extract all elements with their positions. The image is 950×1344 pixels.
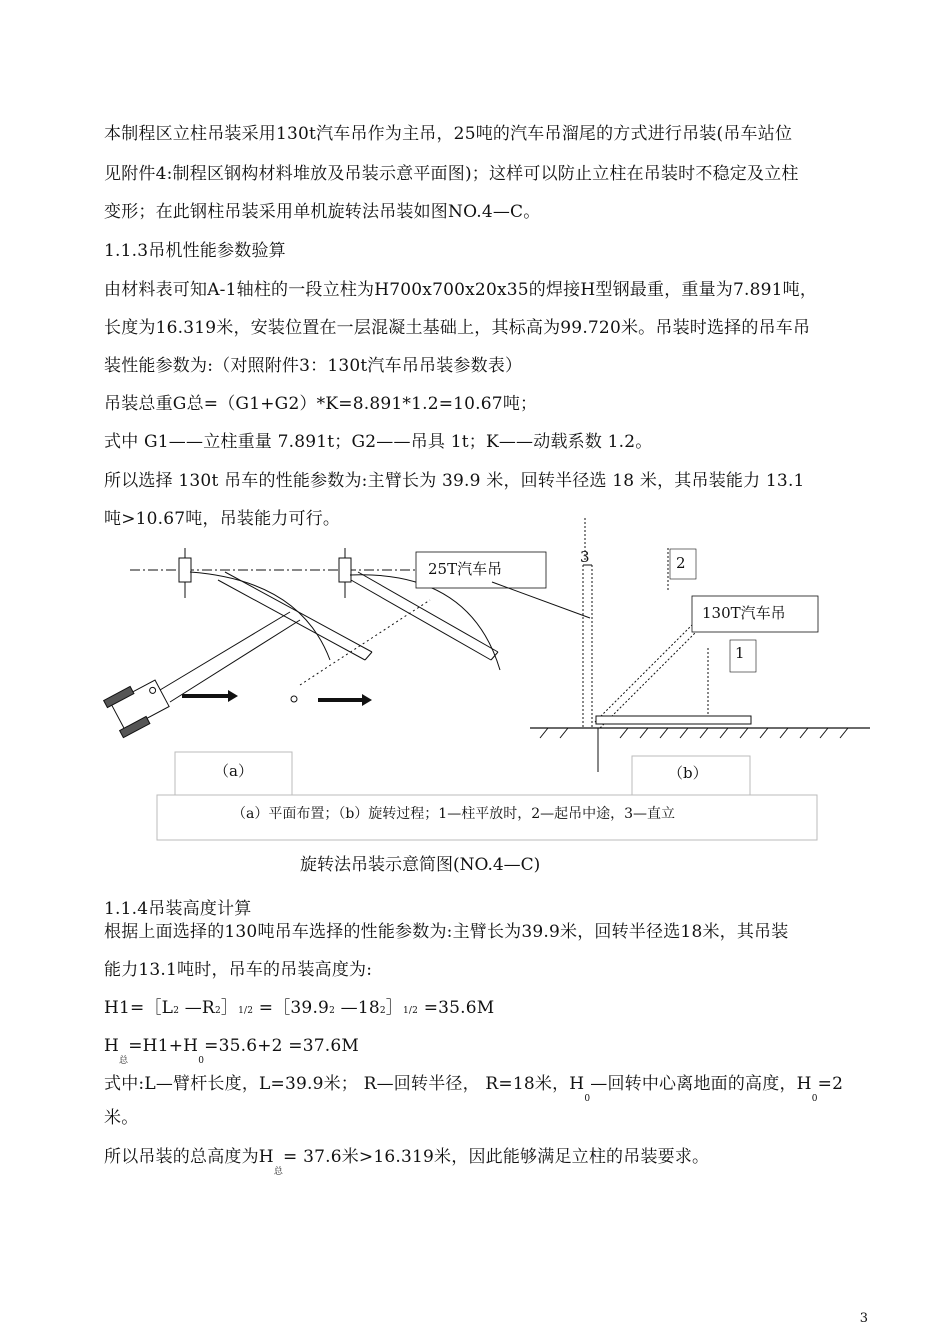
label-a: （a） xyxy=(214,762,253,780)
dotted-guide xyxy=(300,600,430,685)
ground-hatch xyxy=(540,728,848,738)
paragraph-2-line-2: 长度为16.319米，安装位置在一层混凝土基础上，其标高为99.720米。吊装时选择的吊车吊 xyxy=(104,318,811,338)
arrow-right-icon xyxy=(182,690,238,702)
crane-base xyxy=(104,675,172,738)
label-25t-crane: 25T汽车吊 xyxy=(428,560,503,578)
figure-legend: （a）平面布置；（b）旋转过程；1—柱平放时，2—起吊中途，3—直立 xyxy=(232,806,676,822)
label-number-3: 3 xyxy=(580,548,590,566)
boom-line-1 xyxy=(160,612,290,690)
arrow-right-icon xyxy=(318,694,372,706)
paragraph-8: 所以吊装的总高度为$H_总= 37.6$米>16.319米，因此能够满足立柱的吊装要求。 xyxy=(104,1147,710,1177)
label-number-1: 1 xyxy=(735,644,745,662)
paragraph-5-line-2: 吨>10.67吨，吊装能力可行。 xyxy=(104,509,341,529)
center-point xyxy=(291,696,297,702)
paragraph-1-line-1: 本制程区立柱吊装采用130t汽车吊作为主吊，25吨的汽车吊溜尾的方式进行吊装(吊车站位 xyxy=(104,124,793,144)
boom-line-2 xyxy=(170,620,300,702)
formula-h-total: $H_总=H1+H_0=35.6+2 =37.6M$ xyxy=(104,1036,360,1066)
paragraph-2-line-1: 由材料表可知A-1轴柱的一段立柱为H700x700x20x35的焊接H型钢最重，重量为7.891吨， xyxy=(104,280,818,300)
paragraph-5-line-1: 所以选择 130t 吊车的性能参数为:主臂长为 39.9 米，回转半径选 18 米，其吊装能力 13.1 xyxy=(104,471,805,491)
paragraph-2-line-3: 装性能参数为:（对照附件3：130t汽车吊吊装参数表） xyxy=(104,356,523,376)
formula-h1: H1=［L2 —R2］1/2 =［39.92 —182］1/2 =35.6M xyxy=(104,998,495,1018)
swing-arc-1 xyxy=(190,572,330,660)
section-heading-1-1-4: 1.1.4吊装高度计算 xyxy=(104,899,252,919)
paragraph-6-line-2: 能力13.1吨时，吊车的吊装高度为: xyxy=(104,960,373,980)
label-number-2: 2 xyxy=(676,554,686,572)
paragraph-7-line-2: 米。 xyxy=(104,1108,139,1128)
paragraph-where: 式中 G1——立柱重量 7.891t；G2——吊具 1t；K——动载系数 1.2。 xyxy=(104,432,653,452)
paragraph-7-line-1: 式中:L—臂杆长度，L=39.9米； R—回转半径， R=18米，$H_0—$回转中心离地面的高度，$H_0=2$ xyxy=(104,1074,844,1104)
base-rect-1 xyxy=(179,558,191,582)
paragraph-1-line-2: 见附件4:制程区钢构材料堆放及吊装示意平面图)；这样可以防止立柱在吊装时不稳定及立柱 xyxy=(104,164,799,184)
paragraph-6-line-1: 根据上面选择的130吨吊车选择的性能参数为:主臂长为39.9米，回转半径选18米，其吊装 xyxy=(104,922,789,942)
paragraph-1-line-3: 变形；在此钢柱吊装采用单机旋转法吊装如图NO.4—C。 xyxy=(104,202,541,222)
label-b: （b） xyxy=(668,764,708,782)
rotation-lifting-diagram xyxy=(0,518,950,878)
base-rect-2 xyxy=(339,558,351,582)
label-130t-crane: 130T汽车吊 xyxy=(702,604,786,622)
paragraph-total-weight: 吊装总重G总=（G1+G2）*K=8.891*1.2=10.67吨； xyxy=(104,394,538,414)
section-heading-1-1-3: 1.1.3吊机性能参数验算 xyxy=(104,241,286,261)
page-number: 3 xyxy=(859,1311,868,1326)
column-flat-1b xyxy=(218,580,365,660)
figure-caption: 旋转法吊装示意简图(NO.4—C) xyxy=(300,855,541,875)
column-flat-2b xyxy=(351,580,491,660)
